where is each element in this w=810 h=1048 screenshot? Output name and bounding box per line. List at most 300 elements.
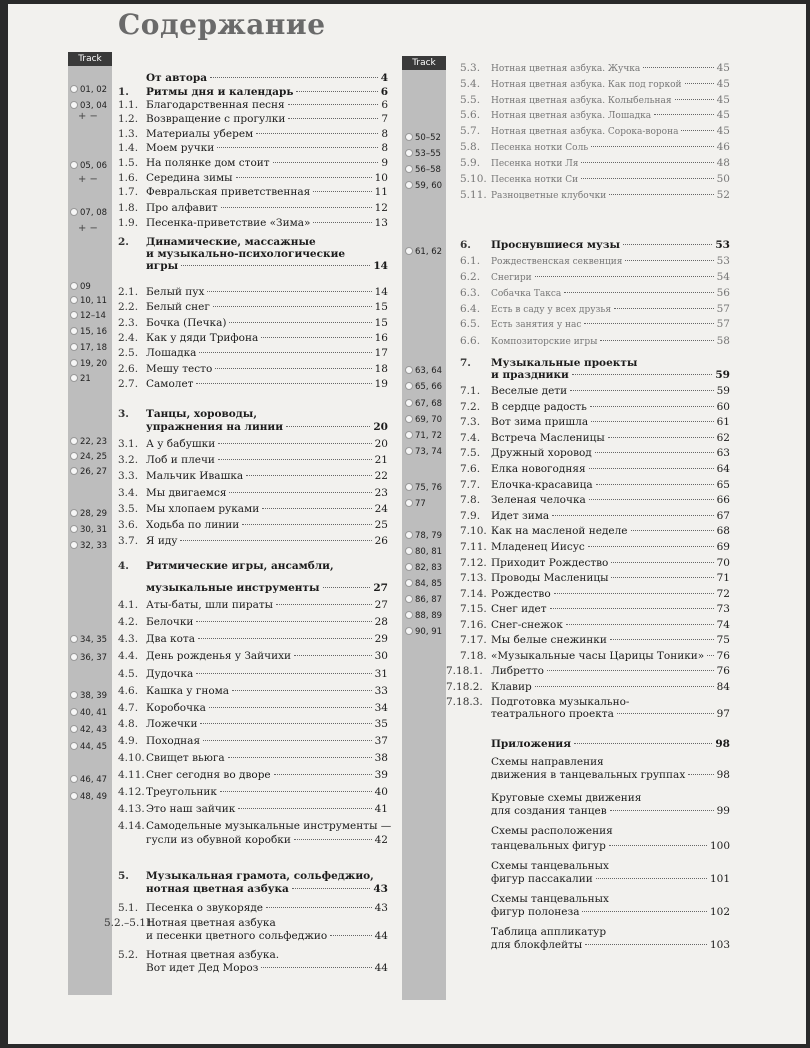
toc-number: 4.11.	[118, 769, 145, 781]
toc-page-number: 64	[716, 463, 730, 475]
toc-title: Ритмы дня и календарь	[146, 86, 294, 98]
toc-number: 6.2.	[460, 271, 481, 283]
dot-leader	[589, 468, 714, 469]
toc-title: Нотная цветная азбука.	[146, 949, 280, 961]
toc-page-number: 18	[374, 363, 388, 375]
toc-title: Рождественская секвенция	[491, 257, 623, 267]
toc-title: Младенец Иисус	[491, 541, 585, 553]
toc-title: Это наш зайчик	[146, 803, 236, 815]
toc-page-number: 54	[716, 271, 730, 283]
dot-leader	[181, 265, 370, 266]
toc-number: 5.4.	[460, 78, 481, 90]
toc-page-number: 52	[716, 189, 730, 201]
toc-number: 7.6.	[460, 463, 481, 475]
toc-entry	[460, 157, 730, 171]
toc-title: Белый снег	[146, 301, 210, 313]
toc-entry	[460, 939, 730, 953]
toc-number: 4.3.	[118, 633, 139, 645]
toc-page-number: 9	[381, 157, 388, 169]
toc-page-number: 60	[716, 401, 730, 413]
toc-number: 6.	[460, 239, 471, 251]
toc-title: Елка новогодняя	[491, 463, 586, 475]
track-number-label: 56–58	[405, 165, 441, 175]
toc-page-number: 97	[716, 708, 730, 720]
dot-leader	[591, 421, 714, 422]
toc-entry	[118, 378, 388, 392]
toc-entry	[460, 335, 730, 349]
track-number-label: 46, 47	[70, 775, 107, 785]
document-page	[8, 4, 806, 1044]
track-number-label: 61, 62	[405, 247, 442, 257]
toc-title: театрального проекта	[491, 708, 614, 720]
dot-leader	[688, 774, 713, 775]
toc-entry	[118, 128, 388, 142]
toc-section-heading	[118, 86, 388, 100]
dot-leader	[196, 383, 371, 384]
toc-page-number: 6	[381, 99, 388, 111]
track-number-label: 09	[70, 282, 91, 292]
toc-title: Материалы уберем	[146, 128, 254, 140]
track-number-label: 07, 08	[70, 208, 107, 218]
toc-title: Таблица аппликатур	[491, 926, 607, 938]
toc-page-number: 102	[709, 906, 730, 918]
toc-title: для создания танцев	[491, 805, 607, 817]
toc-title: Снег идет	[491, 603, 547, 615]
toc-page-number: 76	[716, 665, 730, 677]
plus-minus-mark: + −	[78, 111, 98, 122]
toc-entry	[460, 650, 730, 664]
track-number-label: 40, 41	[70, 708, 107, 718]
toc-title: Схемы расположения	[491, 825, 613, 837]
toc-entry	[118, 786, 388, 800]
dot-leader	[229, 492, 371, 493]
toc-title: Походная	[146, 735, 201, 747]
toc-page-number: 73	[716, 603, 730, 615]
dot-leader	[631, 530, 714, 531]
dot-leader	[288, 118, 378, 119]
toc-page-number: 63	[716, 447, 730, 459]
toc-page-number: 20	[373, 421, 388, 433]
toc-title: Есть в саду у всех друзья	[491, 305, 611, 315]
toc-entry	[118, 702, 388, 716]
toc-page-number: 45	[716, 94, 730, 106]
toc-title: Бочка (Печка)	[146, 317, 227, 329]
toc-entry	[118, 718, 388, 732]
dot-leader	[218, 459, 372, 460]
toc-page-number: 58	[716, 335, 730, 347]
toc-page-number: 45	[716, 78, 730, 90]
track-number-label: 75, 76	[405, 483, 442, 493]
toc-title: Нотная цветная азбука. Лошадка	[491, 111, 652, 121]
plus-minus-mark: + −	[78, 174, 98, 185]
toc-page-number: 43	[373, 883, 388, 895]
track-number-label: 78, 79	[405, 531, 442, 541]
toc-number: 1.	[118, 86, 129, 98]
toc-entry	[460, 588, 730, 602]
toc-entry	[118, 650, 388, 664]
dot-leader	[232, 690, 372, 691]
track-number-label: 26, 27	[70, 467, 107, 477]
toc-number: 4.14.	[118, 820, 145, 832]
toc-number: 7.7.	[460, 479, 481, 491]
track-number-label: 32, 33	[70, 541, 107, 551]
dot-leader	[209, 707, 372, 708]
toc-number: 5.7.	[460, 125, 481, 137]
dot-leader	[330, 935, 371, 936]
toc-page-number: 56	[716, 287, 730, 299]
dot-leader	[203, 740, 372, 741]
toc-number: 1.3.	[118, 128, 139, 140]
toc-title: Клавир	[491, 681, 532, 693]
toc-page-number: 44	[374, 962, 388, 974]
dot-leader	[609, 845, 707, 846]
dot-leader	[572, 374, 713, 375]
toc-section-heading	[118, 260, 388, 274]
toc-page-number: 61	[716, 416, 730, 428]
track-number-label: 86, 87	[405, 595, 442, 605]
dot-leader	[581, 162, 713, 163]
toc-entry	[460, 860, 609, 874]
toc-number: 5.2.–5.11.	[104, 917, 157, 929]
toc-entry	[118, 301, 388, 315]
toc-page-number: 57	[716, 303, 730, 315]
toc-page-number: 25	[374, 519, 388, 531]
dot-leader	[200, 723, 371, 724]
dot-leader	[591, 146, 713, 147]
toc-title: Проводы Масленицы	[491, 572, 609, 584]
toc-page-number: 28	[374, 616, 388, 628]
toc-number: 7.3.	[460, 416, 481, 428]
dot-leader	[535, 276, 714, 277]
track-number-label: 44, 45	[70, 742, 107, 752]
toc-title: Музыкальная грамота, сольфеджио,	[146, 870, 374, 882]
track-number-label: 19, 20	[70, 359, 107, 369]
toc-title: Я иду	[146, 535, 178, 547]
dot-leader	[595, 452, 714, 453]
dot-leader	[246, 475, 371, 476]
toc-number: 3.1.	[118, 438, 139, 450]
toc-number: 6.5.	[460, 318, 481, 330]
toc-page-number: 42	[374, 834, 388, 846]
toc-page-number: 65	[716, 479, 730, 491]
toc-number: 4.9.	[118, 735, 139, 747]
dot-leader	[207, 291, 371, 292]
toc-entry	[460, 840, 730, 854]
toc-page-number: 21	[374, 454, 388, 466]
toc-entry	[118, 99, 388, 113]
dot-leader	[286, 426, 370, 427]
toc-entry	[460, 78, 730, 92]
track-number-label: 59, 60	[405, 181, 442, 191]
dot-leader	[596, 484, 714, 485]
toc-entry	[460, 572, 730, 586]
dot-leader	[685, 83, 714, 84]
toc-page-number: 8	[381, 142, 388, 154]
toc-title: и песенки цветного сольфеджио	[146, 930, 328, 942]
dot-leader	[294, 839, 372, 840]
toc-entry	[446, 665, 730, 679]
toc-number: 4.	[118, 560, 129, 572]
toc-entry	[118, 752, 388, 766]
toc-number: 1.8.	[118, 202, 139, 214]
toc-entry	[460, 494, 730, 508]
dot-leader	[617, 713, 714, 714]
dot-leader	[196, 673, 371, 674]
dot-leader	[596, 878, 707, 879]
toc-section-heading	[460, 738, 730, 752]
track-header-left: Track	[68, 52, 112, 66]
dot-leader	[609, 194, 713, 195]
toc-entry	[118, 685, 388, 699]
toc-title: Ходьба по линии	[146, 519, 240, 531]
dot-leader	[296, 91, 377, 92]
toc-entry	[460, 906, 730, 920]
toc-title: Моем ручки	[146, 142, 215, 154]
toc-number: 7.9.	[460, 510, 481, 522]
toc-page-number: 75	[716, 634, 730, 646]
dot-leader	[242, 524, 371, 525]
toc-number: 3.2.	[118, 454, 139, 466]
toc-entry	[118, 217, 388, 231]
toc-title: Ложечки	[146, 718, 198, 730]
dot-leader	[266, 907, 372, 908]
toc-entry	[118, 438, 388, 452]
toc-title: Нотная цветная азбука. Колыбельная	[491, 96, 672, 106]
toc-entry	[460, 557, 730, 571]
toc-number: 7.8.	[460, 494, 481, 506]
toc-title: Песенка нотки Соль	[491, 143, 589, 153]
toc-page-number: 44	[374, 930, 388, 942]
toc-title: Песенка нотки Ля	[491, 159, 579, 169]
toc-page-number: 39	[374, 769, 388, 781]
toc-title: Февральская приветственная	[146, 186, 311, 198]
track-number-label: 84, 85	[405, 579, 442, 589]
toc-title: Лоб и плечи	[146, 454, 215, 466]
toc-page-number: 35	[374, 718, 388, 730]
toc-page-number: 4	[380, 72, 388, 84]
toc-title: Коробочка	[146, 702, 206, 714]
toc-number: 1.1.	[118, 99, 139, 111]
toc-title: Приходит Рождество	[491, 557, 609, 569]
toc-entry	[118, 470, 388, 484]
toc-title: Аты-баты, шли пираты	[146, 599, 273, 611]
toc-number: 4.12.	[118, 786, 145, 798]
toc-page-number: 62	[716, 432, 730, 444]
toc-number: 5.9.	[460, 157, 481, 169]
dot-leader	[229, 322, 371, 323]
toc-title: Динамические, массажные	[146, 236, 316, 248]
toc-title: нотная цветная азбука	[146, 883, 289, 895]
toc-number: 5.3.	[460, 62, 481, 74]
dot-leader	[274, 774, 372, 775]
toc-title: Самолет	[146, 378, 194, 390]
track-number-label: 38, 39	[70, 691, 107, 701]
toc-entry	[118, 487, 388, 501]
dot-leader	[585, 944, 707, 945]
toc-entry	[460, 385, 730, 399]
toc-title: Схемы танцевальных	[491, 893, 609, 905]
toc-number: 7.13.	[460, 572, 487, 584]
toc-entry	[460, 432, 730, 446]
toc-entry	[118, 317, 388, 331]
dot-leader	[276, 604, 372, 605]
toc-section-heading	[118, 870, 374, 884]
dot-leader	[564, 292, 713, 293]
toc-title: Вот зима пришла	[491, 416, 589, 428]
toc-number: 7.	[460, 357, 471, 369]
toc-page-number: 59	[715, 369, 730, 381]
toc-entry	[118, 142, 388, 156]
toc-title: День рожденья у Зайчихи	[146, 650, 292, 662]
toc-number: 5.	[118, 870, 129, 882]
toc-title: и музыкально-психологические	[146, 248, 346, 260]
toc-title: Нотная цветная азбука. Жучка	[491, 64, 641, 74]
dot-leader	[550, 608, 714, 609]
toc-title: и праздники	[491, 369, 569, 381]
dot-leader	[535, 686, 714, 687]
toc-number: 2.7.	[118, 378, 139, 390]
toc-number: 5.6.	[460, 109, 481, 121]
toc-page-number: 15	[374, 317, 388, 329]
toc-page-number: 12	[374, 202, 388, 214]
toc-section-heading	[118, 408, 257, 422]
dot-leader	[215, 368, 371, 369]
toc-entry	[460, 893, 609, 907]
toc-title: Музыкальные проекты	[491, 357, 638, 369]
toc-page-number: 38	[374, 752, 388, 764]
toc-entry	[118, 503, 388, 517]
toc-title: Есть занятия у нас	[491, 320, 582, 330]
toc-section-heading	[118, 72, 388, 86]
toc-title: Кашка у гнома	[146, 685, 230, 697]
toc-page-number: 74	[716, 619, 730, 631]
toc-title: Нотная цветная азбука. Как под горкой	[491, 80, 682, 90]
toc-entry	[118, 949, 279, 963]
toc-title: танцевальных фигур	[491, 840, 606, 852]
toc-title: Благодарственная песня	[146, 99, 285, 111]
track-number-label: 77	[405, 499, 426, 509]
toc-title: музыкальные инструменты	[146, 582, 320, 594]
toc-page-number: 48	[716, 157, 730, 169]
toc-number: 7.11.	[460, 541, 487, 553]
toc-page-number: 45	[716, 62, 730, 74]
dot-leader	[262, 508, 371, 509]
toc-page-number: 34	[374, 702, 388, 714]
toc-entry	[460, 189, 730, 203]
toc-number: 5.5.	[460, 94, 481, 106]
dot-leader	[547, 670, 714, 671]
toc-page-number: 84	[716, 681, 730, 693]
track-number-label: 15, 16	[70, 327, 107, 337]
toc-page-number: 98	[716, 769, 730, 781]
toc-title: Собачка Такса	[491, 289, 562, 299]
toc-title: Дружный хоровод	[491, 447, 592, 459]
toc-title: Идет зима	[491, 510, 550, 522]
toc-entry	[460, 792, 641, 806]
toc-title: Нотная цветная азбука	[146, 917, 276, 929]
toc-entry	[118, 172, 388, 186]
toc-number: 1.7.	[118, 186, 139, 198]
toc-title: Свищет вьюга	[146, 752, 225, 764]
toc-title: Приложения	[491, 738, 571, 750]
track-number-label: 21	[70, 374, 91, 384]
toc-title: Самодельные музыкальные инструменты —	[146, 820, 392, 832]
dot-leader	[294, 655, 372, 656]
toc-number: 5.11.	[460, 189, 487, 201]
toc-entry	[460, 401, 730, 415]
toc-title: Елочка-красавица	[491, 479, 593, 491]
toc-entry	[118, 668, 388, 682]
toc-title: Ритмические игры, ансамбли,	[146, 560, 334, 572]
toc-page-number: 26	[374, 535, 388, 547]
track-number-label: 48, 49	[70, 792, 107, 802]
toc-title: Зеленая челочка	[491, 494, 586, 506]
toc-entry	[104, 917, 276, 931]
track-number-label: 36, 37	[70, 653, 107, 663]
toc-page-number: 76	[716, 650, 730, 662]
toc-page-number: 72	[716, 588, 730, 600]
dot-leader	[611, 562, 713, 563]
toc-entry	[460, 141, 730, 155]
toc-entry	[118, 902, 388, 916]
toc-entry	[118, 834, 388, 848]
toc-page-number: 11	[374, 186, 388, 198]
dot-leader	[590, 406, 714, 407]
dot-leader	[196, 621, 371, 622]
toc-number: 3.5.	[118, 503, 139, 515]
toc-entry	[460, 479, 730, 493]
dot-leader	[610, 810, 714, 811]
toc-number: 2.6.	[118, 363, 139, 375]
toc-page-number: 37	[374, 735, 388, 747]
dot-leader	[288, 104, 379, 105]
toc-page-number: 70	[716, 557, 730, 569]
dot-leader	[610, 639, 714, 640]
toc-page-number: 53	[716, 255, 730, 267]
toc-title: Белочки	[146, 616, 194, 628]
toc-title: Мы хлопаем руками	[146, 503, 260, 515]
toc-section-heading	[118, 883, 388, 897]
plus-minus-mark: + −	[78, 223, 98, 234]
toc-title: Схемы направления	[491, 756, 604, 768]
dot-leader	[213, 306, 372, 307]
track-number-label: 28, 29	[70, 509, 107, 519]
toc-title: Как на масленой неделе	[491, 525, 628, 537]
dot-leader	[221, 207, 372, 208]
track-number-label: 88, 89	[405, 611, 442, 621]
track-number-label: 50–52	[405, 133, 441, 143]
toc-number: 7.14.	[460, 588, 487, 600]
toc-page-number: 40	[374, 786, 388, 798]
toc-title: упражнения на линии	[146, 421, 284, 433]
toc-entry	[118, 633, 388, 647]
toc-title: фигур полонеза	[491, 906, 580, 918]
toc-number: 7.1.	[460, 385, 481, 397]
toc-entry	[460, 873, 730, 887]
toc-number: 1.6.	[118, 172, 139, 184]
dot-leader	[623, 244, 712, 245]
toc-number: 7.18.1.	[446, 665, 483, 677]
toc-title: Мешу тесто	[146, 363, 213, 375]
toc-entry	[460, 318, 730, 332]
toc-page-number: 13	[374, 217, 388, 229]
dot-leader	[217, 147, 378, 148]
toc-page-number: 24	[374, 503, 388, 515]
toc-entry	[460, 525, 730, 539]
toc-section-heading	[460, 239, 730, 253]
toc-number: 7.18.2.	[446, 681, 483, 693]
dot-leader	[611, 577, 713, 578]
